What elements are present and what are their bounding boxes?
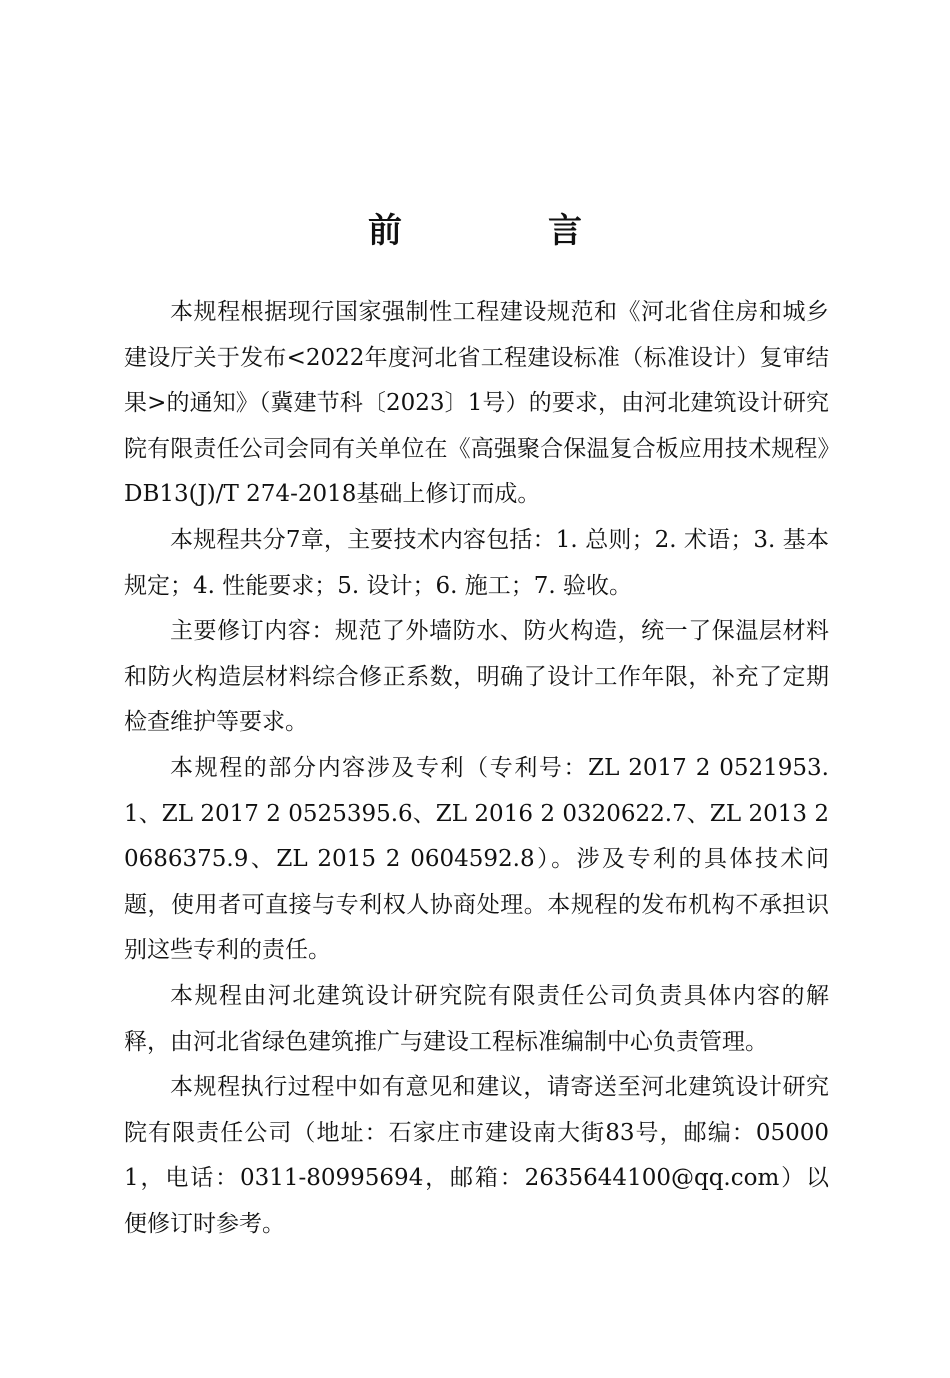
- paragraph-responsibility: 本规程由河北建筑设计研究院有限责任公司负责具体内容的解释，由河北省绿色建筑推广与建设工程标准编制中心负责管理。: [124, 982, 829, 1055]
- paragraph-patents: 本规程的部分内容涉及专利（专利号：ZL 2017 2 0521953.1、ZL 2017 2 0525395.6、ZL 2016 2 0320622.7、ZL 2013 2 0686375.9、ZL 2015 2 0604592.8）。涉及专利的具体技术问题，使用者可直接与专利权人协商处理。本规程的发布机构不承担识别这些专利的责任。: [124, 754, 829, 964]
- preface-body: [124, 290, 829, 1247]
- paragraph-contact: 本规程执行过程中如有意见和建议，请寄送至河北建筑设计研究院有限责任公司（地址：石家庄市建设南大街83号，邮编：050001，电话：0311-80995694，邮箱：2635644100@qq.com）以便修订时参考。: [124, 1074, 829, 1237]
- paragraph-revisions: 主要修订内容：规范了外墙防水、防火构造，统一了保温层材料和防火构造层材料综合修正系数，明确了设计工作年限，补充了定期检查维护等要求。: [124, 618, 829, 736]
- paragraph-chapters: 本规程共分7章，主要技术内容包括：1. 总则；2. 术语；3. 基本规定；4. 性能要求；5. 设计；6. 施工；7. 验收。: [124, 526, 829, 599]
- paragraph-basis: 本规程根据现行国家强制性工程建设规范和《河北省住房和城乡建设厅关于发布<2022年度河北省工程建设标准（标准设计）复审结果>的通知》（冀建节科〔2023〕1号）的要求，由河北建筑设计研究院有限责任公司会同有关单位在《高强聚合保温复合板应用技术规程》DB13(J)/T 274-2018基础上修订而成。: [124, 299, 829, 508]
- page-title: 前 言: [368, 211, 638, 251]
